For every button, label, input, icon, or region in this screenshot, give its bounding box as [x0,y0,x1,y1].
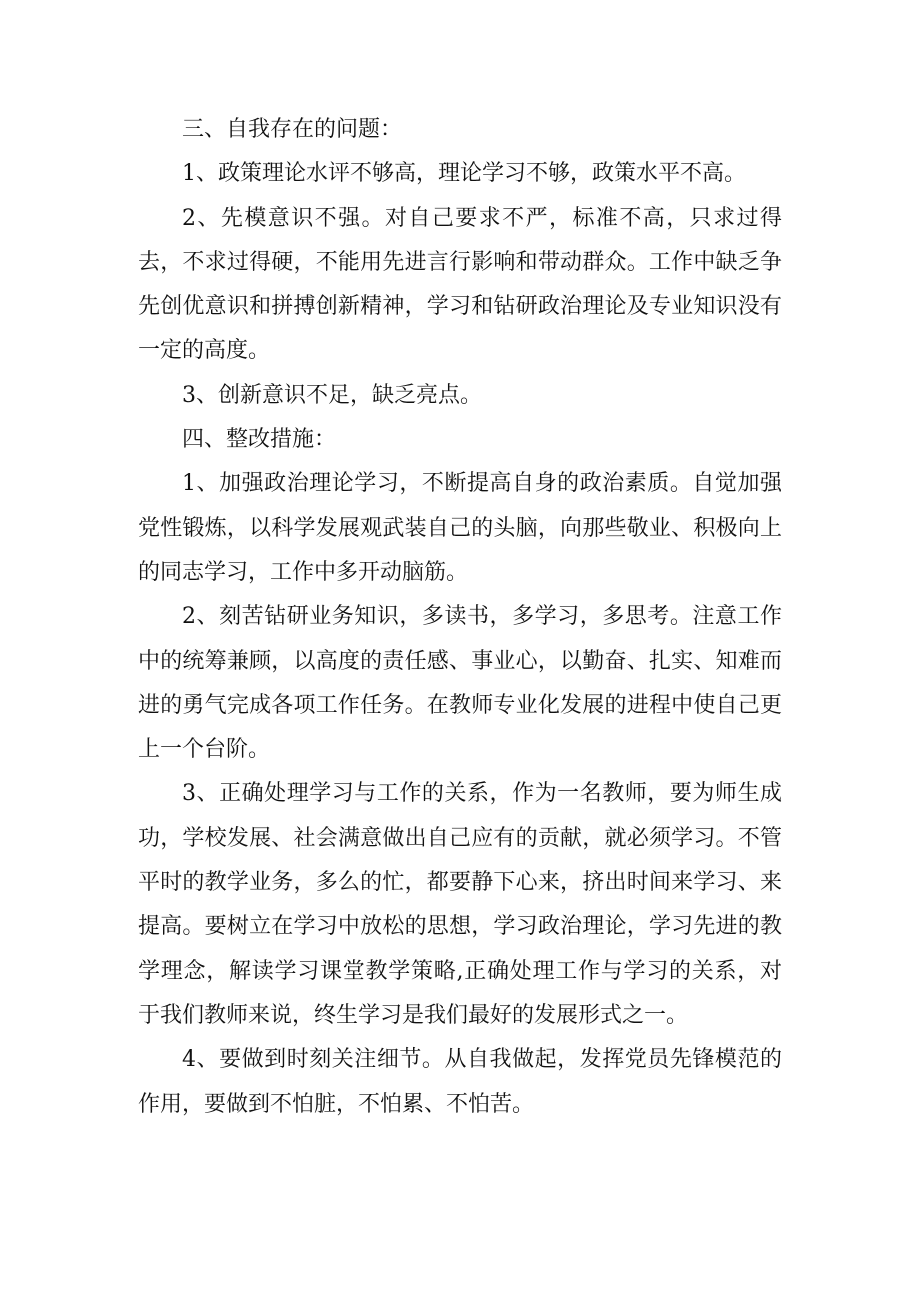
measure-item-1: 1、加强政治理论学习，不断提高自身的政治素质。自觉加强党性锻炼，以科学发展观武装自己的头脑，向那些敬业、积极向上的同志学习，工作中多开动脑筋。 [138,471,782,585]
section-heading-problems: 三、自我存在的问题： [182,117,403,142]
measure-item-4: 4、要做到时刻关注细节。从自我做起，发挥党员先锋模范的作用，要做到不怕脏，不怕累、不怕苦。 [138,1047,782,1117]
problem-item-2: 2、先模意识不强。对自己要求不严，标准不高，只求过得去，不求过得硬，不能用先进言行影响和带动群众。工作中缺乏争先创优意识和拼搏创新精神，学习和钻研政治理论及专业知识没有一定的高度。 [138,205,782,364]
measure-item-2: 2、刻苦钻研业务知识，多读书，多学习，多思考。注意工作中的统筹兼顾，以高度的责任感、事业心，以勤奋、扎实、知难而进的勇气完成各项工作任务。在教师专业化发展的进程中使自己更上一个台阶。 [138,604,782,763]
problem-item-1: 1、政策理论水评不够高，理论学习不够，政策水平不高。 [182,161,746,187]
document-body [138,108,782,1127]
problem-item-3: 3、创新意识不足，缺乏亮点。 [182,382,482,408]
section-heading-measures: 四、整改措施： [182,427,337,453]
measure-item-3: 3、正确处理学习与工作的关系，作为一名教师，要为师生成功，学校发展、社会满意做出自己应有的贡献，就必须学习。不管平时的教学业务，多么的忙，都要静下心来，挤出时间来学习、来提高。要树立在学习中放松的思想，学习政治理论，学习先进的教学理念，解读学习课堂教学策略,正确处理工作与学习的关系，对于我们教师来说，终生学习是我们最好的发展形式之一。 [138,781,782,1028]
